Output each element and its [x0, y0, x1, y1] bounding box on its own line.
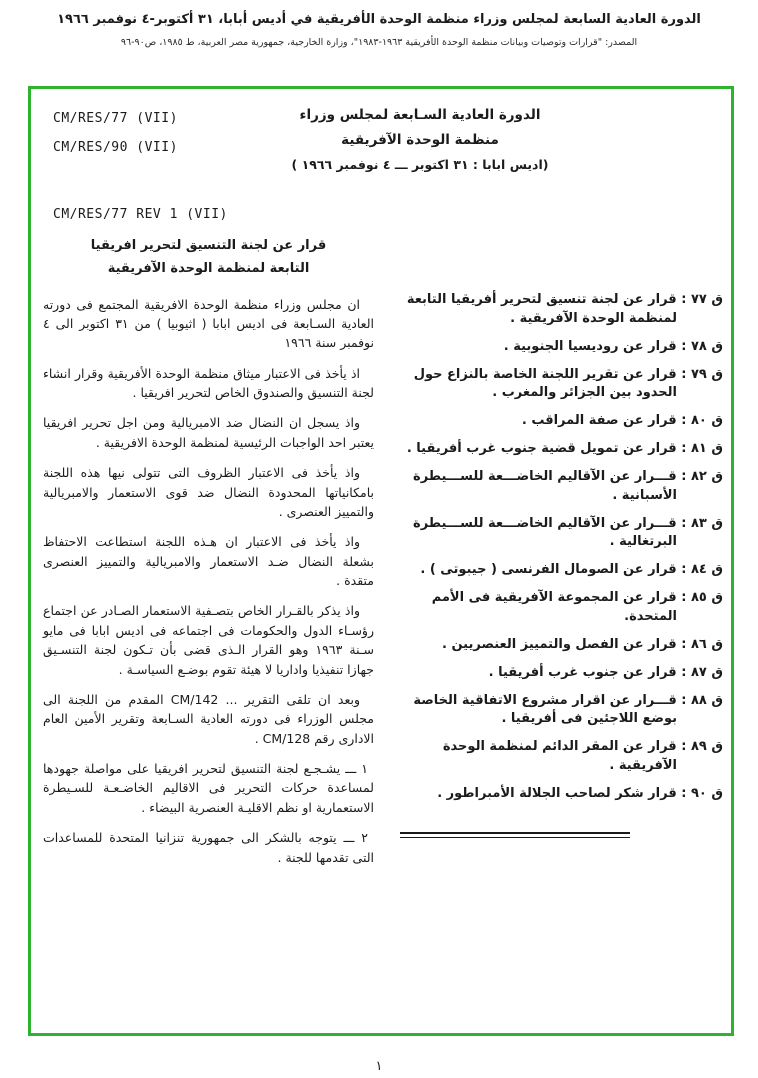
toc-item-text: قرار عن تقرير اللجنة الخاصة بالنزاع حول الحدود بين الجزائر والمغرب . — [413, 366, 677, 401]
content-columns — [43, 235, 723, 1025]
toc-item-label: ق ٨١ — [690, 441, 723, 457]
toc-item-text: قرار شكر لصاحب الجلالة الأمبراطور . — [437, 785, 677, 801]
toc-item-85 — [388, 589, 723, 627]
toc-item-81 — [388, 440, 723, 459]
session-title-line1: الدورة العادية السـابعة لمجلس وزراء — [299, 107, 541, 123]
toc-colon: : — [676, 515, 691, 531]
paragraph-having-received-report: وبعد ان تلقى التقرير ... CM/142 المقدم من اللجنة الى مجلس الوزراء فى دورته العادية السـابعة وتقرير الأمين العام الادارى رقم CM/128 . — [43, 691, 374, 746]
resolution-body — [43, 235, 374, 1025]
toc-colon: : — [676, 468, 691, 484]
page-number: ١ — [375, 1059, 383, 1074]
toc-item-77 — [388, 291, 723, 329]
toc-colon: : — [676, 664, 691, 680]
ref-code-cm-res-77: CM/RES/77 (VII) — [53, 111, 178, 126]
double-rule-divider — [400, 832, 630, 838]
toc-item-text: قـــرار عن الآقاليم الخاضـــعة للســـيطرة البرتغالية . — [413, 515, 677, 550]
document-frame — [28, 86, 734, 1036]
toc-item-label: ق ٩٠ — [690, 785, 723, 801]
toc-item-text: قرار عن الفصل والتمييز العنصريين . — [442, 636, 677, 652]
toc-item-label: ق ٨٣ — [690, 515, 723, 531]
paragraph-considering-committee: واذ يأخذ فى الاعتبار ان هـذه اللجنة استطاعت الاحتفاظ بشعلة النضال ضـد الاستعمار والامبريالية والتمييز العنصرى متقدة . — [43, 534, 374, 588]
toc-item-79 — [388, 366, 723, 404]
toc-item-90 — [388, 785, 723, 804]
session-title-line2: منظمة الوحدة الآفريقية — [341, 131, 499, 148]
toc-item-78 — [388, 338, 723, 357]
session-dates: (اديس ابابا : ٣١ اكتوبر ـــ ٤ نوفمبر ١٩٦٦ ) — [291, 156, 549, 172]
toc-item-label: ق ٨٩ — [690, 739, 723, 755]
toc-item-text: قـــرار عن الآقاليم الخاضـــعة للســـيطرة الأسبانية . — [413, 468, 677, 503]
toc-item-89 — [388, 738, 723, 776]
toc-item-label: ق ٨٤ — [690, 562, 723, 578]
toc-colon: : — [676, 413, 691, 429]
toc-item-text: قرار عن الصومال الفرنسى ( جيبوتى ) . — [420, 562, 677, 578]
toc-colon: : — [676, 739, 691, 755]
toc-colon: : — [676, 692, 691, 708]
toc-colon: : — [676, 636, 691, 652]
operative-paragraph-1: ١ ـــ يشـجـع لجنة التنسيق لتحرير افريقيا على مواصلة جهودها لمساعدة حركات التحرير فى الاقاليم الخاضـعـة للسـيطرة الاستعمارية او نظم الاقليـة العنصرية البيضاء . — [43, 761, 374, 815]
toc-colon: : — [676, 292, 691, 307]
toc-item-83 — [388, 515, 723, 553]
reference-codes — [53, 111, 178, 155]
resolution-title-line1: قرار عن لجنة التنسيق لتحرير افريقيا — [90, 238, 327, 253]
header-title: الدورة العادية السابعة لمجلس وزراء منظمة الوحدة الأفريقية في أديس أبابا، ٣١ أكتوبر-٤ نوفمبر ١٩٦٦ — [57, 12, 701, 27]
toc-item-label: ق ٨٧ — [690, 664, 723, 680]
toc-item-text: قرار عن تمويل قضية جنوب غرب أفريقيا . — [406, 441, 677, 457]
toc-colon: : — [676, 590, 691, 606]
toc-item-label: ق ٨٨ — [690, 692, 723, 708]
session-title-block — [270, 103, 570, 176]
toc-item-82 — [388, 468, 723, 506]
toc-item-label: ق ٨٥ — [690, 590, 723, 606]
operative-paragraph-2: ٢ ـــ يتوجه بالشكر الى جمهورية تنزانيا المتحدة للمساعدات التى تقدمها للجنة . — [43, 830, 374, 865]
resolution-ref-code: CM/RES/77 REV 1 (VII) — [53, 207, 228, 222]
toc-item-label: ق ٧٩ — [690, 366, 723, 382]
paragraph-noting-struggle: واذ يسجل ان النضال ضد الامبريالية ومن اجل تحرير افريقيا يعتبر احد الواجبات الرئيسية لمنظمة الوحدة الافريقية . — [43, 415, 374, 450]
paragraph-recalling-decolonization: واذ يذكر بالقـرار الخاص بتصـفية الاستعمار الصـادر عن اجتماع رؤسـاء الدول والحكومات فى اجتماعه فى اديس ابابا فى مايو سـنة ١٩٦٣ وهو القرار الـذى قضى بأن تـكون لجنة التنسـيق جهازا تنفيذيا واداريا لا هيئة تقوم بوضـع السياسـة . — [43, 603, 374, 677]
toc-item-86 — [388, 636, 723, 655]
toc-item-80 — [388, 412, 723, 431]
toc-item-text: قرار عن روديسيا الجنوبية . — [503, 338, 677, 354]
resolution-title — [43, 235, 374, 281]
toc-item-text: قرار عن لجنة تنسيق لتحرير أفريقيا التابعة لمنظمة الوحدة الآفريقية . — [406, 292, 677, 326]
resolution-title-line2: التابعة لمنظمة الوحدة الآفريقية — [107, 260, 310, 276]
toc-item-84 — [388, 561, 723, 580]
toc-colon: : — [676, 562, 691, 578]
toc-colon: : — [676, 785, 691, 801]
paragraph-considering-circumstances: واذ يأخذ فى الاعتبار الظروف التى تتولى نيها هذه اللجنة بامكانياتها المحدودة النضال ضد قوى الاستعمار والامبريالية والتمييز العنصرى . — [43, 465, 374, 519]
toc-item-88 — [388, 692, 723, 730]
toc-item-label: ق ٧٧ — [690, 292, 723, 307]
toc-item-text: قرار عن جنوب غرب أفريقيا . — [488, 664, 677, 680]
toc-item-label: ق ٨٦ — [690, 636, 723, 652]
toc-colon: : — [676, 338, 691, 354]
paragraph-considering-charter: اذ يأخذ فى الاعتبار ميثاق منظمة الوحدة الأفريقية وقرار انشاء لجنة التنسيق والصندوق الخاص لتحرير افريقيا . — [43, 365, 374, 400]
toc-item-text: قرار عن صفة المراقب . — [521, 413, 677, 429]
header-source-line: المصدر: "قرارات وتوصيات وبيانات منظمة الوحدة الأفريقية ١٩٦٣-١٩٨٣"، وزارة الخارجية، جمهورية مصر العربية، ط ١٩٨٥، ص٩٠-٩٦ — [120, 36, 638, 48]
toc-item-label: ق ٧٨ — [690, 338, 723, 354]
toc-item-label: ق ٨٠ — [690, 413, 723, 429]
toc-colon: : — [676, 366, 691, 382]
toc-item-87 — [388, 664, 723, 683]
ref-code-cm-res-90: CM/RES/90 (VII) — [53, 140, 178, 155]
toc-item-label: ق ٨٢ — [690, 468, 723, 484]
toc-item-text: قـــرار عن اقرار مشروع الاتفاقية الخاصة بوضع اللاجئين فى أفريقيا . — [413, 692, 677, 727]
toc-item-text: قرار عن المجموعة الآفريقية فى الأمم المتحدة. — [431, 590, 677, 624]
toc-item-text: قرار عن المقر الدائم لمنظمة الوحدة الآفريقية . — [442, 739, 677, 774]
toc-colon: : — [676, 441, 691, 457]
page-header — [18, 10, 740, 48]
paragraph-preamble: ان مجلس وزراء منظمة الوحدة الافريقية المجتمع فى دورته العادية السـابعة فى اديس ابابا ( اثيوبيا ) من ٣١ اكتوبر الى ٤ نوفمبر سنة ١٩٦٦ — [43, 296, 374, 351]
resolutions-list — [388, 235, 723, 1025]
